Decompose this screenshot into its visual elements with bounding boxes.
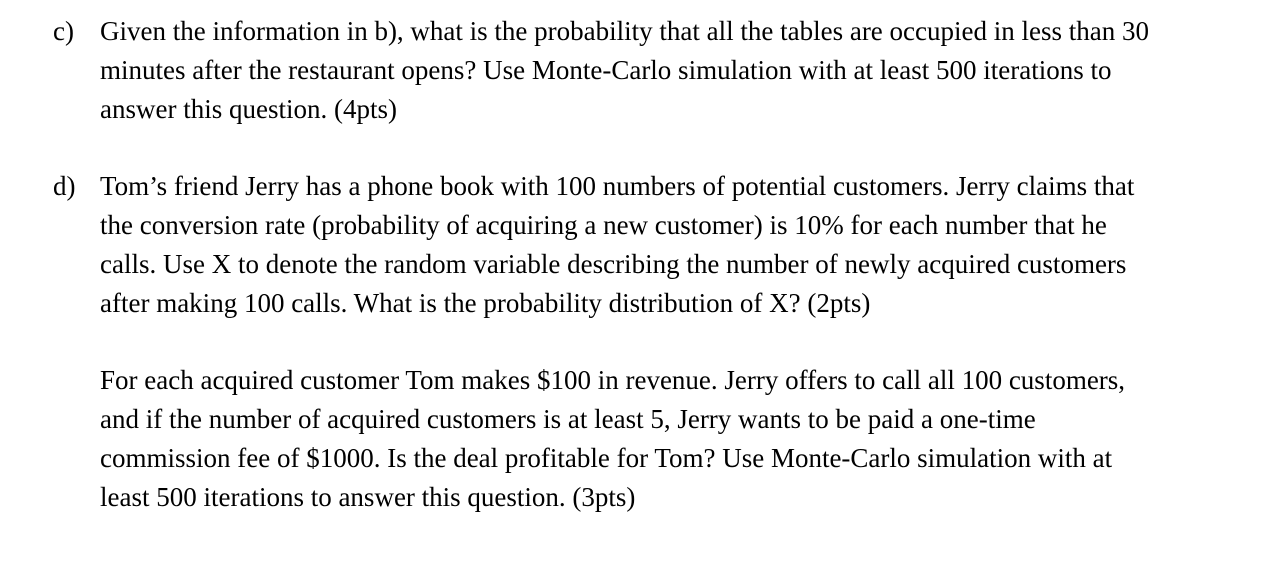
question-d-followup-text	[100, 361, 1260, 517]
question-c-line: answer this question. (4pts)	[100, 94, 397, 124]
question-c-line: minutes after the restaurant opens? Use Monte-Carlo simulation with at least 500 iterations to	[100, 55, 1112, 85]
question-d-line: calls. Use X to denote the random variable describing the number of newly acquired customers	[100, 249, 1127, 279]
question-d-line: Tom’s friend Jerry has a phone book with 100 numbers of potential customers. Jerry claims that	[100, 171, 1135, 201]
question-c-text	[100, 12, 1260, 129]
question-d-followup-line: commission fee of $1000. Is the deal profitable for Tom? Use Monte-Carlo simulation with at	[100, 443, 1113, 473]
question-d-marker: d)	[53, 171, 76, 201]
question-d-followup-line: and if the number of acquired customers is at least 5, Jerry wants to be paid a one-time	[100, 404, 1036, 434]
question-d-text	[100, 167, 1260, 323]
question-d-line: after making 100 calls. What is the probability distribution of X? (2pts)	[100, 288, 871, 318]
question-c-line: Given the information in b), what is the probability that all the tables are occupied in less than 30	[100, 16, 1149, 46]
question-d-line: the conversion rate (probability of acquiring a new customer) is 10% for each number that he	[100, 210, 1107, 240]
question-c-marker: c)	[53, 16, 74, 46]
question-d-followup-line: For each acquired customer Tom makes $100 in revenue. Jerry offers to call all 100 customers,	[100, 365, 1126, 395]
question-d-followup-line: least 500 iterations to answer this question. (3pts)	[100, 482, 636, 512]
